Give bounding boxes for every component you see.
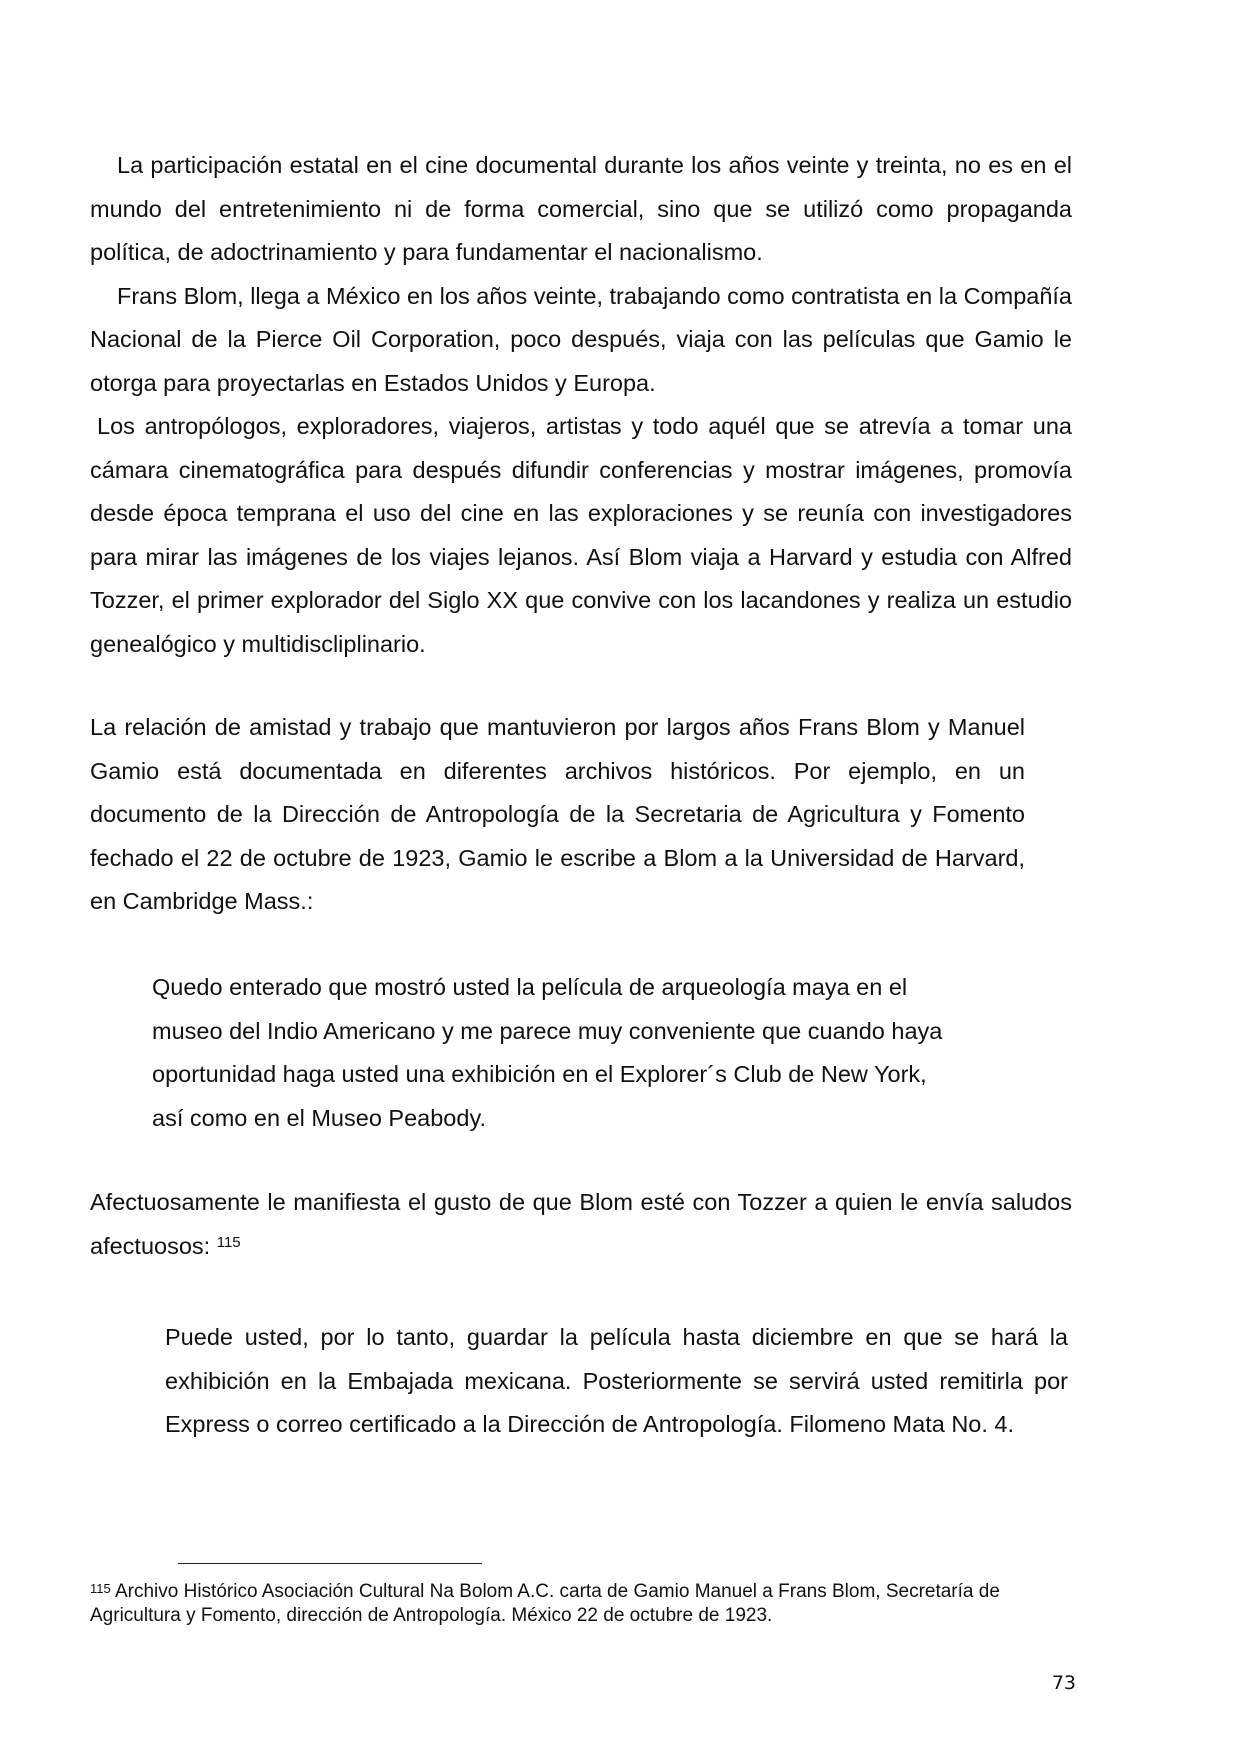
body-section-3	[90, 1181, 1072, 1268]
footnote-separator	[178, 1563, 482, 1564]
paragraph-blom-gamio-relationship: La relación de amistad y trabajo que mantuvieron por largos años Frans Blom y Manuel Gamio está documentada en diferentes archivos históricos. Por ejemplo, en un documento de la Dirección de Antropología de la Secretaria de Agricultura y Fomento fechado el 22 de octubre de 1923, Gamio le escribe a Blom a la Universidad de Harvard, en Cambridge Mass.:	[90, 714, 1025, 914]
footnote-text: Archivo Histórico Asociación Cultural Na Bolom A.C. carta de Gamio Manuel a Frans Blom, Secretaría de Agricultura y Fomento, dirección de Antropología. México 22 de octubre de 1923.	[90, 1581, 1000, 1626]
footnote-reference[interactable]: 115	[216, 1233, 241, 1251]
quote-line: Quedo enterado que mostró usted la película de arqueología maya en el	[152, 974, 908, 1000]
body-section-2	[90, 706, 1025, 924]
quote-line: así como en el Museo Peabody.	[152, 1104, 486, 1131]
page-number: 73	[1051, 1672, 1076, 1694]
footnote-115	[90, 1580, 1072, 1628]
quote-line: museo del Indio Americano y me parece muy conveniente que cuando haya	[152, 1017, 943, 1044]
paragraph-anthropologists: Los antropólogos, exploradores, viajeros, artistas y todo aquél que se atrevía a tomar una cámara cinematográfica para después difundir conferencias y mostrar imágenes, promovía desde época temprana el uso del cine en las exploraciones y se reunía con investigadores para mirar las imágenes de los viajes lejanos. Así Blom viaja a Harvard y estudia con Alfred Tozzer, el primer explorador del Siglo XX que convive con los lacandones y realiza un estudio genealógico y multidiscliplinario.	[90, 413, 1072, 657]
footnote-number: 115	[90, 1581, 111, 1596]
block-quote-letter-2: Puede usted, por lo tanto, guardar la película hasta diciembre en que se hará la exhibición en la Embajada mexicana. Posteriormente se servirá usted remitirla por Express o correo certificado a la Dirección de Antropología. Filomeno Mata No. 4.	[165, 1324, 1068, 1437]
paragraph-frans-blom-arrival: Frans Blom, llega a México en los años veinte, trabajando como contratista en la Compañía Nacional de la Pierce Oil Corporation, poco después, viaja con las películas que Gamio le otorga para proyectarlas en Estados Unidos y Europa.	[90, 282, 1072, 396]
paragraph-text: Afectuosamente le manifiesta el gusto de que Blom esté con Tozzer a quien le envía saludos afectuosos:	[90, 1189, 1072, 1259]
paragraph-state-participation: La participación estatal en el cine documental durante los años veinte y treinta, no es en el mundo del entretenimiento ni de forma comercial, sino que se utilizó como propaganda política, de adoctrinamiento y para fundamentar el nacionalismo.	[90, 152, 1072, 265]
block-quote-letter-1	[152, 966, 1012, 1140]
paragraph-affectionate-greetings	[90, 1181, 1072, 1268]
body-section-1	[90, 144, 1072, 666]
quote-line: oportunidad haga usted una exhibición en el Explorer´s Club de New York,	[152, 1061, 927, 1087]
